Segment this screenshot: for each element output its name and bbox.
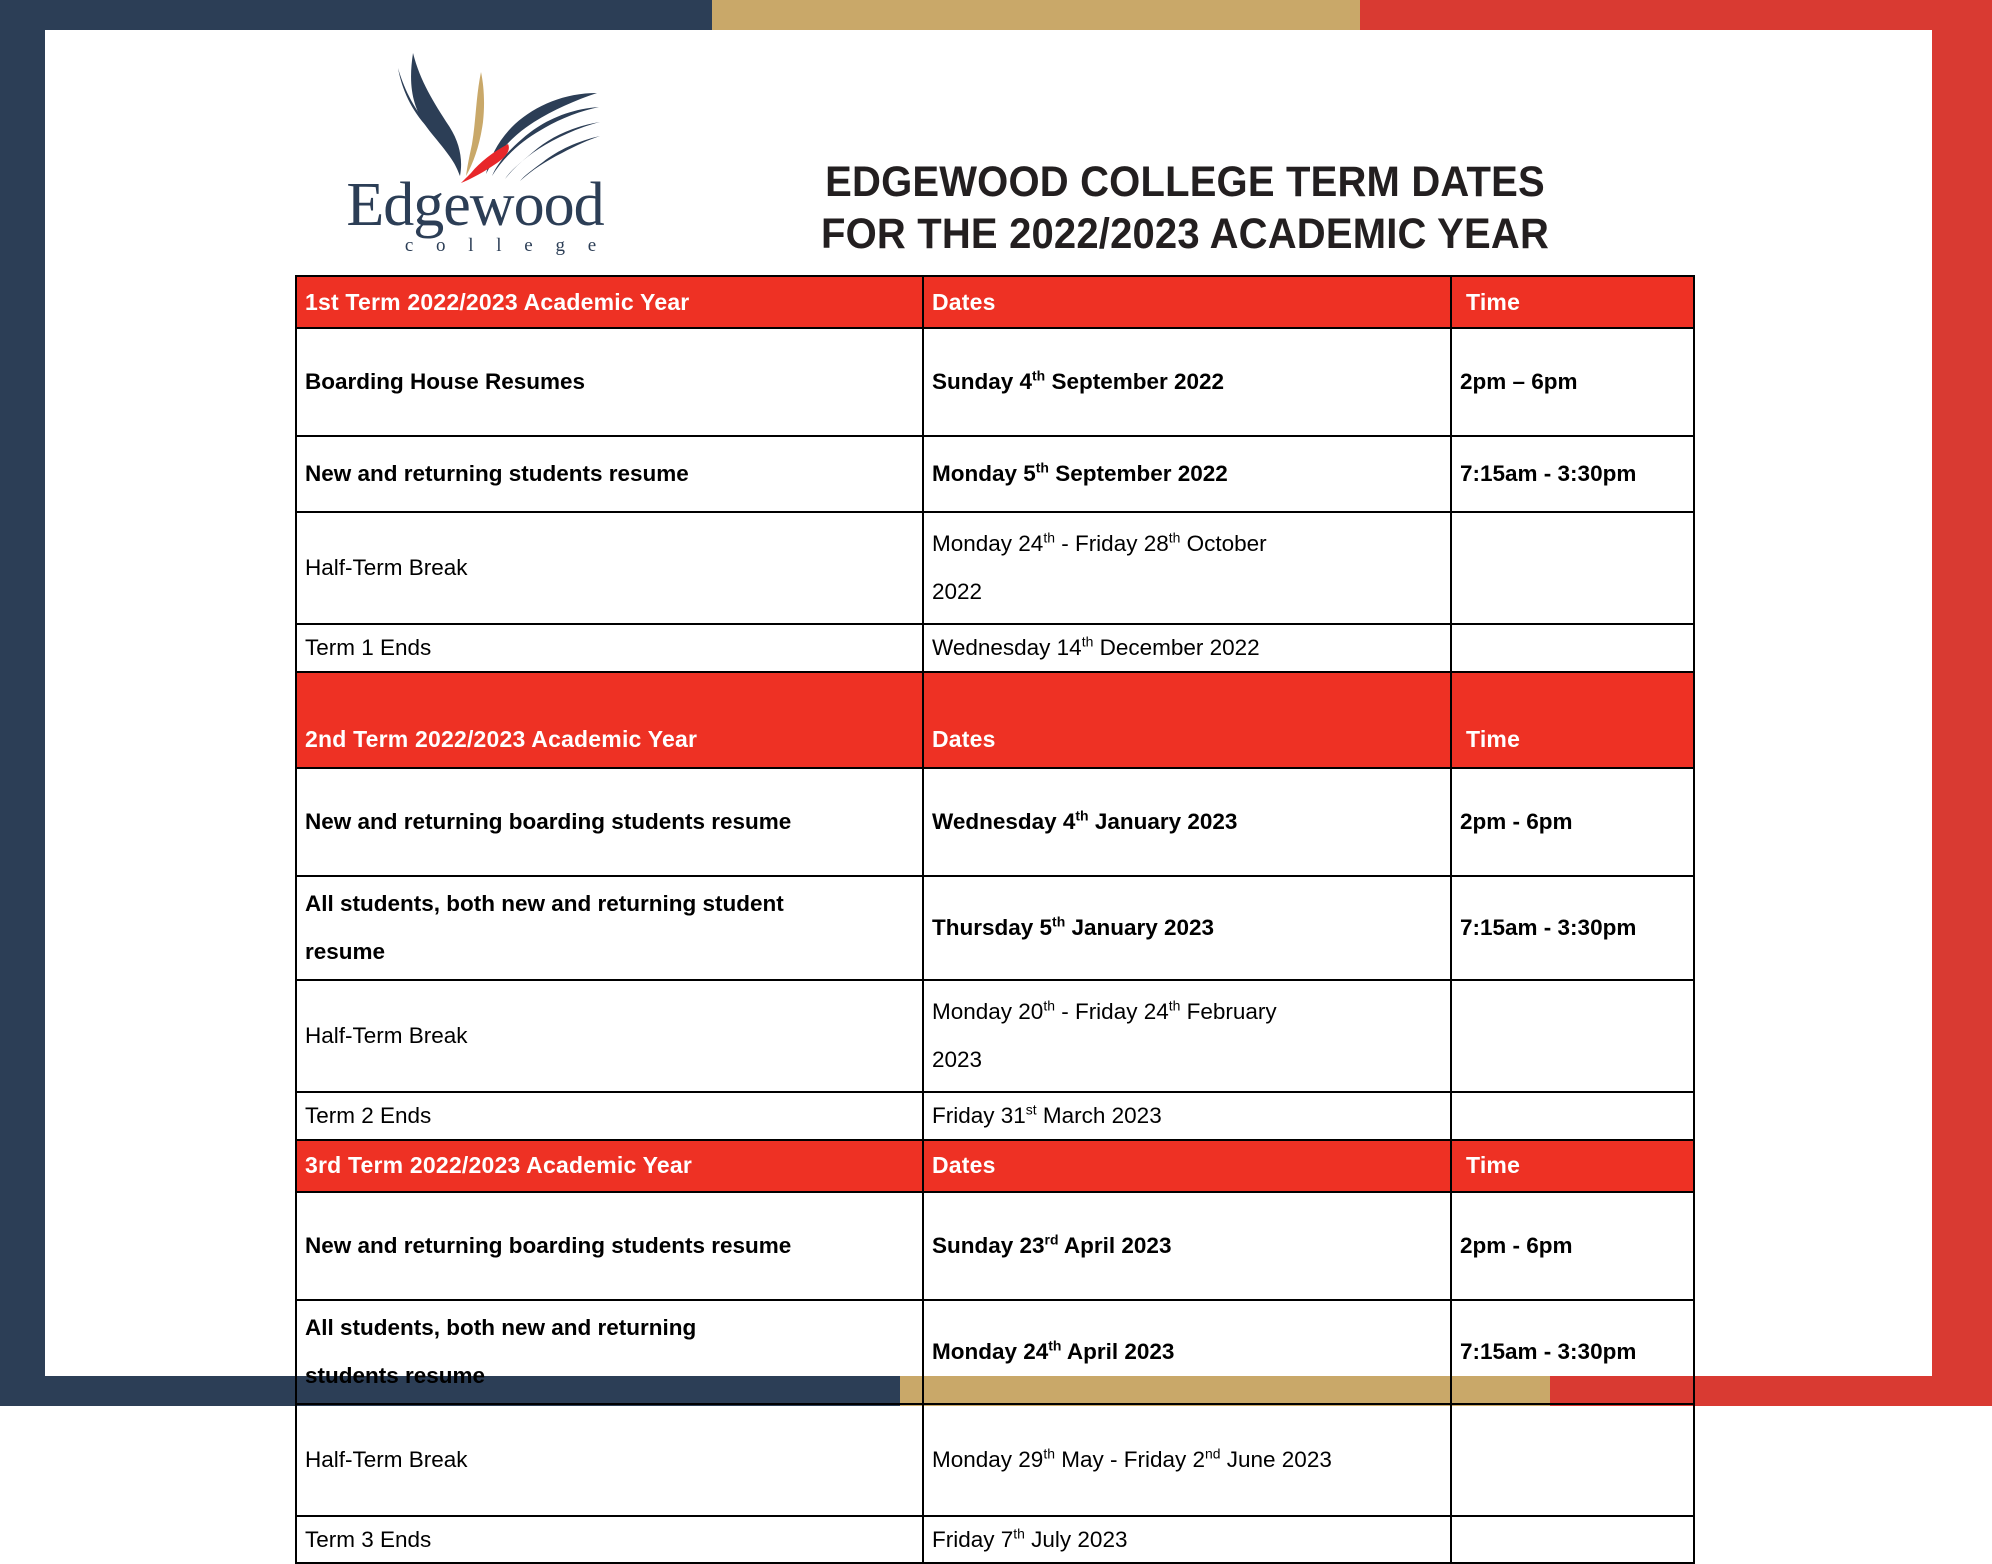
column-header-time: Time [1451,672,1694,768]
table-row [296,1300,1694,1404]
column-header-time: Time [1451,276,1694,328]
table-row [296,328,1694,436]
row-time-cell [1451,980,1694,1092]
logo-sub-wordmark: c o l l e g e [404,235,606,256]
row-event-cell: Half-Term Break [296,1404,923,1516]
row-date-cell: Friday 31st March 2023 [923,1092,1451,1140]
row-date-cell: Monday 5th September 2022 [923,436,1451,512]
term-dates-table [295,275,1695,1564]
row-event-cell: Half-Term Break [296,512,923,624]
table-row [296,768,1694,876]
top-bar-gold-segment [712,0,1360,30]
row-event-cell: All students, both new and returning students resume [296,1300,923,1404]
column-header-dates: Dates [923,672,1451,768]
table-row [296,980,1694,1092]
row-time-cell: 2pm - 6pm [1451,768,1694,876]
term-dates-table-container [295,275,1695,1564]
top-bar-red-segment [1360,0,1992,30]
page-title [720,156,1650,261]
row-date-cell: Monday 29th May - Friday 2nd June 2023 [923,1404,1451,1516]
row-time-cell [1451,624,1694,672]
column-header-time: Time [1451,1140,1694,1192]
table-row [296,512,1694,624]
row-time-cell: 7:15am - 3:30pm [1451,436,1694,512]
page-title-line-2: FOR THE 2022/2023 ACADEMIC YEAR [820,210,1550,259]
right-border-red [1932,0,1992,1406]
row-date-cell: Sunday 4th September 2022 [923,328,1451,436]
row-event-cell: New and returning boarding students resume [296,1192,923,1300]
term-section-title: 3rd Term 2022/2023 Academic Year [296,1140,923,1192]
row-time-cell: 2pm – 6pm [1451,328,1694,436]
term-section-header-row [296,1140,1694,1192]
row-date-cell: Wednesday 4th January 2023 [923,768,1451,876]
row-time-cell: 2pm - 6pm [1451,1192,1694,1300]
row-event-cell: Boarding House Resumes [296,328,923,436]
row-time-cell [1451,1404,1694,1516]
row-date-cell: Sunday 23rd April 2023 [923,1192,1451,1300]
term-section-title: 2nd Term 2022/2023 Academic Year [296,672,923,768]
left-border-navy [0,0,45,1406]
row-event-cell: Term 1 Ends [296,624,923,672]
row-time-cell: 7:15am - 3:30pm [1451,1300,1694,1404]
column-header-dates: Dates [923,1140,1451,1192]
term-section-header-row [296,672,1694,768]
table-row [296,436,1694,512]
row-date-cell: Friday 7th July 2023 [923,1516,1451,1564]
table-row [296,1516,1694,1564]
row-event-cell: New and returning boarding students resume [296,768,923,876]
table-row [296,1404,1694,1516]
row-time-cell [1451,1516,1694,1564]
logo-wordmark: Edgewood [346,171,604,239]
row-event-cell: Term 3 Ends [296,1516,923,1564]
term-section-title: 1st Term 2022/2023 Academic Year [296,276,923,328]
term-section-header-row [296,276,1694,328]
document-header [45,30,1932,260]
table-row [296,1192,1694,1300]
row-date-cell: Monday 20th - Friday 24th February 2023 [923,980,1451,1092]
row-date-cell: Thursday 5th January 2023 [923,876,1451,980]
row-time-cell: 7:15am - 3:30pm [1451,876,1694,980]
top-bar-navy-segment [0,0,712,30]
row-date-cell: Monday 24th April 2023 [923,1300,1451,1404]
row-event-cell: Term 2 Ends [296,1092,923,1140]
row-date-cell: Wednesday 14th December 2022 [923,624,1451,672]
row-event-cell: New and returning students resume [296,436,923,512]
page-title-line-1: EDGEWOOD COLLEGE TERM DATES [825,158,1545,206]
edgewood-college-logo [330,48,620,256]
table-row [296,1092,1694,1140]
book-flame-logo-icon [350,48,600,183]
table-row [296,624,1694,672]
column-header-dates: Dates [923,276,1451,328]
row-time-cell [1451,1092,1694,1140]
table-row [296,876,1694,980]
row-date-cell: Monday 24th - Friday 28th October 2022 [923,512,1451,624]
row-time-cell [1451,512,1694,624]
row-event-cell: Half-Term Break [296,980,923,1092]
document-page [45,30,1932,1552]
row-event-cell: All students, both new and returning student resume [296,876,923,980]
